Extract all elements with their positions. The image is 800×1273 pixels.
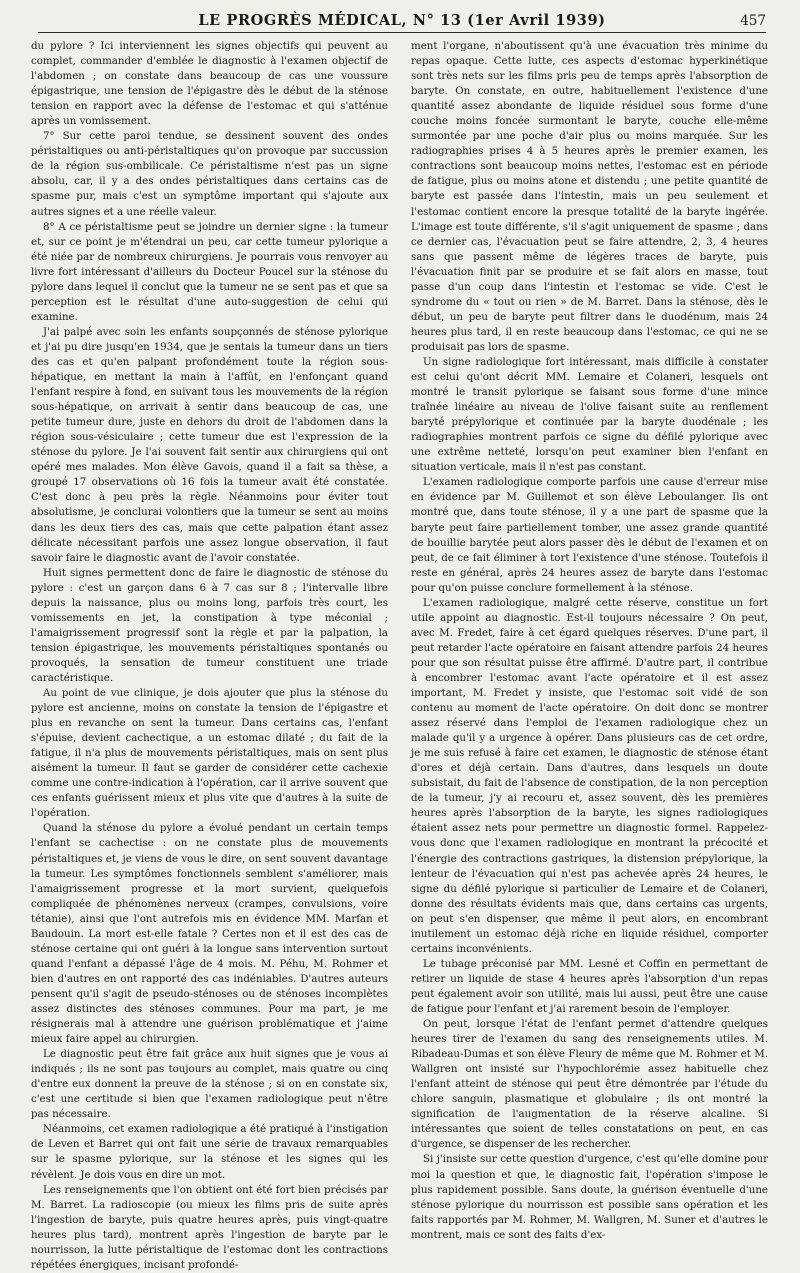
- paragraph: 8° A ce péristaltisme peut se joindre un dernier signe : la tumeur et, sur ce point je m'étendrai un peu, car cette tumeur pylorique a été niée par de nombreux chirurgiens. Je pourrais vous renvoyer au livre fort intéressant d'ailleurs du Docteur Poucel sur la sténose du pylore dans lequel il conclut que la tumeur ne se sent pas et que sa perception est le résultat d'une auto-suggestion de celui qui examine.: [31, 220, 388, 323]
- paragraph: 7° Sur cette paroi tendue, se dessinent souvent des ondes péristaltiques ou anti-péristaltiques qu'on provoque par succussion de la région sus-ombilicale. Ce péristaltisme n'est pas un signe absolu, car, il y a des ondes péristaltiques dans certains cas de spasme pur, mais c'est un symptôme important qui s'ajoute aux autres signes et a une réelle valeur.: [31, 130, 388, 218]
- running-header: [38, 8, 766, 33]
- paragraph: Quand la sténose du pylore a évolué pendant un certain temps l'enfant se cachectise : on ne constate plus de mouvements péristaltiques et, je viens de vous le dire, on sent souvent davantage la tumeur. Les symptômes fonctionnels semblent s'améliorer, mais l'amaigrissement progresse et la mort survient, quelquefois compliquée de phénomènes nerveux (crampes, convulsions, voire tétanie), ainsi que l'ont autrefois mis en évidence MM. Marfan et Baudouin. La mort est-elle fatale ? Certes non et il est des cas de sténose certaine qui ont guéri à la longue sans intervention surtout quand l'enfant a dépassé l'âge de 4 mois. M. Péhu, M. Rohmer et bien d'autres en ont rapporté des cas indéniables. D'autres auteurs pensent qu'il s'agit de pseudo-sténoses ou de sténoses incomplètes assez distinctes des sténoses communes. Pour ma part, je me résignerais mal à attendre une guérison problématique et j'aime mieux faire appel au chirurgien.: [31, 822, 388, 1046]
- paragraph: L'examen radiologique, malgré cette réserve, constitue un fort utile appoint au diagnostic. Est-il toujours nécessaire ? On peut, avec M. Fredet, faire à cet égard quelques réserves. D'une part, il peut retarder l'acte opératoire en faisant attendre parfois 24 heures pour que son résultat puisse être affirmé. D'autre part, il contribue à encombrer l'estomac avant l'acte opératoire et il est assez important, M. Fredet y insiste, que l'estomac soit vidé de son contenu au moment de l'acte opératoire. On doit donc se montrer assez réservé dans l'emploi de l'examen radiologique chez un malade qu'il y a urgence à opérer. Dans plusieurs cas de cet ordre, je me suis refusé à faire cet examen, le diagnostic de sténose étant d'ores et déjà certain. Dans d'autres, dans lesquels un doute subsistait, du fait de l'absence de constipation, de la non perception de la tumeur, j'y ai recouru et, assez souvent, dès les premières heures après l'absorption de la baryte, les signes radiologiques étaient assez nets pour permettre un diagnostic formel. Rappelez-vous donc que l'examen radiologique en montrant la précocité et l'énergie des contractions gastriques, la distension prépylorique, la lenteur de l'évacuation qui n'est pas achevée après 24 heures, le signe du défilé pylorique si particulier de Lemaire et de Colaneri, donne des résultats évidents mais que, dans certains cas urgents, on peut s'en dispenser, que même il peut alors, en encombrant inutilement un estomac déjà riche en liquide résiduel, comporter certains inconvénients.: [411, 596, 768, 955]
- page-number: 457: [740, 13, 766, 29]
- journal-title: LE PROGRÈS MÉDICAL, N° 13 (1er Avril 1939): [198, 12, 606, 29]
- paragraph: L'examen radiologique comporte parfois une cause d'erreur mise en évidence par M. Guillemot et son élève Leboulanger. Ils ont montré que, dans toute sténose, il y a une part de spasme que la baryte peut faire partiellement tomber, une assez grande quantité de bouillie barytée peut alors passer dès le début de l'examen et on peut, de ce fait éliminer à tort l'existence d'une sténose. Toutefois il reste en général, après 24 heures assez de baryte dans l'estomac pour qu'on puisse conclure formellement à la sténose.: [411, 476, 768, 594]
- paragraph: Au point de vue clinique, je dois ajouter que plus la sténose du pylore est ancienne, moins on constate la tension de l'épigastre et plus en revanche on sent la tumeur. Dans certains cas, l'enfant s'épuise, devient cachectique, a un estomac dilaté ; du fait de la fatigue, il n'a plus de mouvements péristaltiques, mais on sent plus aisément la tumeur. Il faut se garder de considérer cette cachexie comme une contre-indication à l'opération, car il arrive souvent que ces enfants guérissent mieux et plus vite que d'autres à la suite de l'opération.: [31, 687, 388, 820]
- left-column: [31, 39, 388, 1271]
- paragraph: On peut, lorsque l'état de l'enfant permet d'attendre quelques heures tirer de l'examen du sang des renseignements utiles. M. Ribadeau-Dumas et son élève Fleury de même que M. Rohmer et M. Wallgren ont insisté sur l'hypochlorémie assez habituelle chez l'enfant atteint de sténose qui peut être démontrée par l'étude du chlore sanguin, plasmatique et globulaire ; ils ont montré la signification de l'augmentation de la réserve alcaline. Si intéressantes que soient de telles constatations on peut, en cas d'urgence, se dispenser de les rechercher.: [411, 1018, 768, 1151]
- paragraph: ment l'organe, n'aboutissent qu'à une évacuation très minime du repas opaque. Cette lutte, ces aspects d'estomac hyperkinétique sont très nets sur les films pris peu de temps après l'absorption de baryte. On constate, en outre, habituellement l'existence d'une quantité assez abondante de liquide résiduel sous forme d'une couche moins foncée surmontant le baryte, couche elle-même surmontée par une poche d'air plus ou moins marquée. Sur les radiographies prises 4 à 5 heures après le premier examen, les contractions sont beaucoup moins nettes, l'estomac est en période de fatigue, plus ou moins atone et distendu ; une petite quantité de baryte est passée dans l'intestin, mais un peu seulement et l'estomac contient encore la presque totalité de la baryte ingérée. L'image est toute différente, s'il s'agit uniquement de spasme ; dans ce dernier cas, l'évacuation peut se faire attendre, 2, 3, 4 heures sans que passent même de légères traces de baryte, puis l'évacuation finit par se produire et se fait alors en masse, tout passe d'un coup dans l'intestin et l'estomac se vide. C'est le syndrome du « tout ou rien » de M. Barret. Dans la sténose, dès le début, un peu de baryte peut filtrer dans le duodénum, mais 24 heures plus tard, il en reste beaucoup dans l'estomac, ce qui ne se produisait pas lors de spasme.: [411, 40, 768, 353]
- paragraph: J'ai palpé avec soin les enfants soupçonnés de sténose pylorique et j'ai pu dire jusqu'en 1934, que je sentais la tumeur dans un tiers des cas et qu'en palpant profondément toute la région sous-hépatique, en mettant la main à l'affût, en l'enfonçant quand l'enfant respire à fond, en suivant tous les mouvements de la région sous-hépatique, on arrivait à sentir dans beaucoup de cas, une petite tumeur dure, juste en dehors du droit de l'abdomen dans la région sous-vésiculaire ; cette tumeur due est l'expression de la sténose du pylore. Je l'ai souvent fait sentir aux chirurgiens qui ont opéré mes malades. Mon élève Gavois, quand il a fait sa thèse, a groupé 17 observations où 16 fois la tumeur avait été constatée. C'est donc à peu près la règle. Néanmoins pour éviter tout absolutisme, je conclurai volontiers que la tumeur se sent au moins dans les deux tiers des cas, mais que cette palpation étant assez délicate nécessitant parfois une assez longue observation, il faut savoir faire le diagnostic avant de l'avoir constatée.: [31, 325, 388, 564]
- paragraph: Huit signes permettent donc de faire le diagnostic de sténose du pylore : c'est un garçon dans 6 à 7 cas sur 8 ; l'intervalle libre depuis la naissance, plus ou moins long, parfois très court, les vomissements en jet, la constipation à type méconial ; l'amaigrissement progressif sont la règle et par la palpation, la tension épigastrique, les mouvements péristaltiques spontanés ou provoqués, la sensation de tumeur constituent une triade caractéristique.: [31, 566, 388, 684]
- paragraph: Un signe radiologique fort intéressant, mais difficile à constater est celui qu'ont décrit MM. Lemaire et Colaneri, lesquels ont montré le transit pylorique se faisant sous forme d'une mince traînée linéaire au niveau de l'olive faisant suite au renflement baryté prépylorique et continuée par la baryte duodénale ; les radiographies montrent parfois ce signe du défilé pylorique avec une extrême netteté, lorsqu'on peut examiner bien l'enfant en situation verticale, mais il n'est pas constant.: [411, 355, 768, 474]
- paragraph: du pylore ? Ici interviennent les signes objectifs qui peuvent au complet, commander d'emblée le diagnostic à l'examen objectif de l'abdomen ; on constate dans beaucoup de cas une voussure épigastrique, une tension de l'épigastre dès le début de la sténose tension en rapport avec la défense de l'estomac et qui s'atténue après un vomissement.: [31, 40, 388, 128]
- paragraph: Le diagnostic peut être fait grâce aux huit signes que je vous ai indiqués ; ils ne sont pas toujours au complet, mais quatre ou cinq d'entre eux donnent la preuve de la sténose ; si on en constate six, c'est une certitude si bien que l'examen radiologique peut n'être pas nécessaire.: [31, 1048, 388, 1121]
- paragraph: Le tubage préconisé par MM. Lesné et Coffin en permettant de retirer un liquide de stase 4 heures après l'absorption d'un repas peut également avoir son utilité, mais lui aussi, peut être une cause de fatigue pour l'enfant et j'ai rarement besoin de l'employer.: [411, 957, 768, 1015]
- paragraph: Les renseignements que l'on obtient ont été fort bien précisés par M. Barret. La radioscopie (ou mieux les films pris de suite après l'ingestion de baryte, puis quatre heures après, puis vingt-quatre heures plus tard), montrent après l'ingestion de baryte par le nourrisson, la lutte péristaltique de l'estomac dont les contractions répétées énergiques, incisant profondé-: [31, 1183, 388, 1271]
- paragraph: Néanmoins, cet examen radiologique a été pratiqué à l'instigation de Leven et Barret qui ont fait une série de travaux remarquables sur le spasme pylorique, sur la sténose et les signes qui les révèlent. Je dois vous en dire un mot.: [31, 1123, 388, 1181]
- right-column: [411, 39, 768, 1241]
- paragraph: Si j'insiste sur cette question d'urgence, c'est qu'elle domine pour moi la question et que, le diagnostic fait, l'opération s'impose le plus rapidement possible. Sans doute, la guérison éventuelle d'une sténose pylorique du nourrisson est possible sans opération et les faits rapportés par M. Rohmer, M. Wallgren, M. Suner et d'autres le montrent, mais ce sont des faits d'ex-: [411, 1153, 768, 1241]
